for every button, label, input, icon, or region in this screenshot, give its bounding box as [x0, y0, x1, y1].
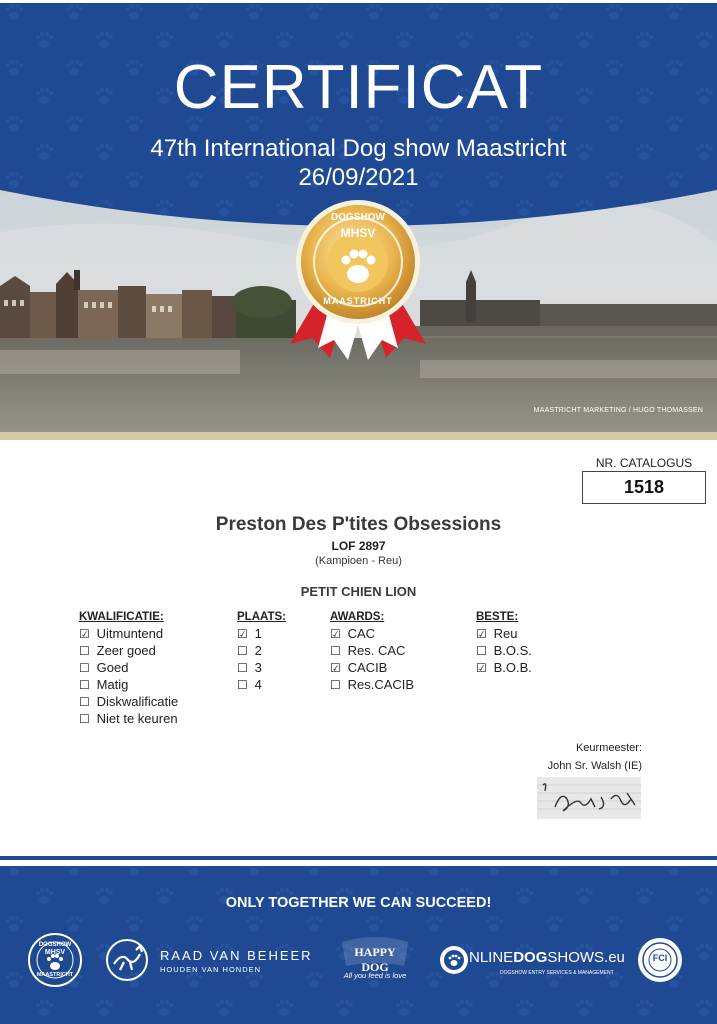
checkbox-empty: ☐	[237, 644, 248, 658]
checkbox-empty: ☐	[79, 661, 90, 675]
column-title: BESTE:	[476, 611, 519, 623]
option-row	[476, 625, 532, 642]
checkbox-empty: ☐	[79, 712, 90, 726]
column-plaats	[237, 611, 286, 693]
option-label: Goed	[96, 660, 129, 675]
badge-bottom-text: MAASTRICHT	[323, 296, 393, 306]
catalogue-label: NR. CATALOGUS	[595, 456, 693, 470]
option-label: Zeer goed	[96, 643, 156, 658]
option-row	[79, 625, 178, 642]
event-date: 26/09/2021	[298, 164, 419, 191]
raad-van-beheer-tagline: HOUDEN VAN HONDEN	[160, 965, 262, 974]
dog-name: Preston Des P'tites Obsessions	[215, 514, 502, 535]
option-row	[79, 642, 178, 659]
column-title: PLAATS:	[237, 611, 286, 623]
option-label: B.O.S.	[493, 643, 532, 658]
checkbox-empty: ☐	[476, 644, 487, 658]
option-row	[237, 676, 286, 693]
judge-label: Keurmeester:	[575, 742, 642, 754]
checkbox-empty: ☐	[79, 678, 90, 692]
photo-credit: MAASTRICHT MARKETING / HUGO THOMASSEN	[533, 407, 703, 414]
option-label: Res.CACIB	[347, 677, 415, 692]
catalogue-number: 1518	[582, 471, 706, 504]
option-row	[476, 642, 532, 659]
online-dog-shows-tagline: DOGSHOW ENTRY SERVICES & MANAGEMENT	[500, 970, 614, 976]
option-label: CACIB	[347, 660, 388, 675]
option-row	[330, 659, 414, 676]
option-row	[330, 642, 414, 659]
option-row	[237, 659, 286, 676]
column-title: AWARDS:	[330, 611, 385, 623]
happy-dog-logo: HAPPY DOG	[354, 945, 396, 974]
column-title: KWALIFICATIE:	[79, 611, 164, 623]
option-label: 4	[254, 677, 262, 692]
option-row	[237, 642, 286, 659]
column-kwalificatie	[79, 611, 178, 727]
online-dog-shows-part1: NLINE	[469, 949, 514, 966]
option-label: Matig	[96, 677, 129, 692]
option-label: 3	[254, 660, 262, 675]
option-label: Diskwalificatie	[96, 694, 179, 709]
column-beste	[476, 611, 532, 676]
raad-van-beheer-logo: RAAD VAN BEHEER	[160, 948, 313, 963]
dog-class: (Kampioen - Reu)	[315, 555, 402, 567]
option-row	[79, 676, 178, 693]
mhsv-logo-mid: MHSV	[44, 949, 66, 956]
option-row	[476, 659, 532, 676]
badge-mid-text: MHSV	[340, 226, 376, 240]
checkbox-empty: ☐	[237, 678, 248, 692]
online-dog-shows-part3: SHOWS.eu	[547, 949, 625, 966]
option-row	[79, 693, 178, 710]
badge-top-text: DOGSHOW	[331, 212, 385, 223]
judge-signature	[537, 777, 641, 819]
footer-band	[0, 856, 717, 1024]
online-dog-shows-logo	[469, 949, 625, 966]
dog-registration: LOF 2897	[331, 539, 386, 553]
option-row	[79, 710, 178, 727]
happy-dog-tagline: All you feed is love	[343, 971, 407, 980]
online-dog-shows-part2: DOG	[513, 949, 548, 966]
event-subtitle	[0, 134, 717, 192]
option-label: 1	[254, 626, 262, 641]
judge-name: John Sr. Walsh (IE)	[547, 760, 642, 772]
breed-name: PETIT CHIEN LION	[300, 584, 417, 599]
fci-logo: FCI	[652, 953, 668, 963]
checkbox-checked: ☑	[476, 661, 487, 675]
option-label: Res. CAC	[347, 643, 406, 658]
option-label: Uitmuntend	[96, 626, 164, 641]
option-label: Niet te keuren	[96, 711, 178, 726]
option-label: Reu	[493, 626, 518, 641]
event-name: 47th International Dog show Maastricht	[150, 135, 567, 162]
column-awards	[330, 611, 414, 693]
option-label: B.O.B.	[493, 660, 532, 675]
option-row	[79, 659, 178, 676]
option-label: 2	[254, 643, 262, 658]
option-row	[237, 625, 286, 642]
mhsv-logo-bottom: MAASTRICHT	[36, 972, 74, 978]
option-label: CAC	[347, 626, 376, 641]
checkbox-checked: ☑	[330, 661, 341, 675]
checkbox-checked: ☑	[237, 627, 248, 641]
checkbox-empty: ☐	[330, 678, 341, 692]
checkbox-checked: ☑	[476, 627, 487, 641]
checkbox-empty: ☐	[79, 695, 90, 709]
footer-slogan: ONLY TOGETHER WE CAN SUCCEED!	[225, 895, 492, 911]
mhsv-logo-top: DOGSHOW	[38, 942, 72, 948]
option-row	[330, 625, 414, 642]
checkbox-empty: ☐	[237, 661, 248, 675]
option-row	[330, 676, 414, 693]
checkbox-empty: ☐	[330, 644, 341, 658]
checkbox-checked: ☑	[330, 627, 341, 641]
certificate-title: CERTIFICAT	[173, 53, 544, 122]
checkbox-empty: ☐	[79, 644, 90, 658]
checkbox-checked: ☑	[79, 627, 90, 641]
